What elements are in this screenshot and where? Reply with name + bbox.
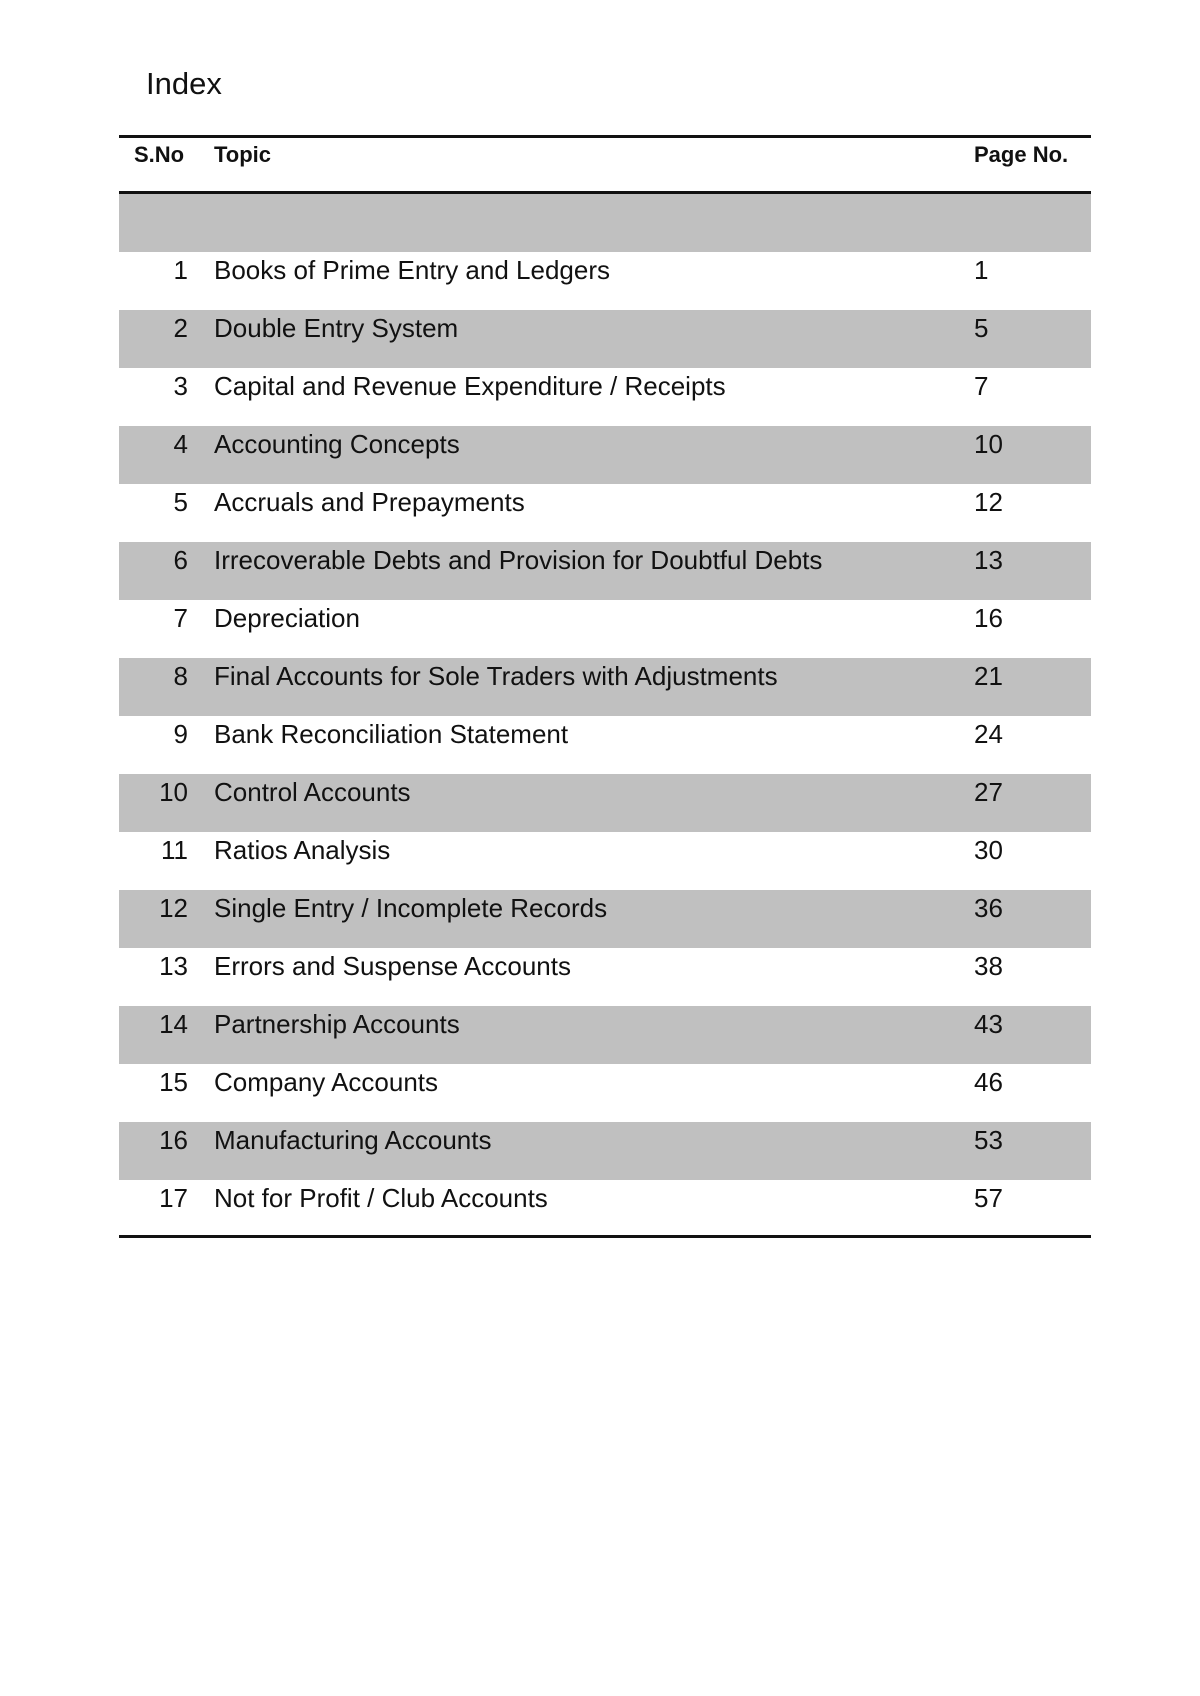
row-topic: Irrecoverable Debts and Provision for Doubtful Debts [214,545,823,575]
row-page-no: 24 [974,719,1003,749]
row-topic: Accruals and Prepayments [214,487,525,517]
table-body [119,252,1091,1238]
row-sno: 9 [173,719,188,749]
row-sno: 14 [159,1009,188,1039]
row-topic: Bank Reconciliation Statement [214,719,569,749]
row-topic: Company Accounts [214,1067,439,1097]
row-page-no: 27 [974,777,1003,807]
table-row [119,542,1091,600]
row-page-no: 10 [974,429,1003,459]
table-row [119,484,1091,542]
row-topic: Double Entry System [214,313,459,343]
header-page-no: Page No. [974,142,1069,167]
row-sno: 3 [173,371,188,401]
row-page-no: 36 [974,893,1003,923]
row-sno: 5 [173,487,188,517]
row-topic: Capital and Revenue Expenditure / Receipts [214,371,726,401]
row-topic: Not for Profit / Club Accounts [214,1183,548,1213]
row-sno: 13 [159,951,188,981]
row-sno: 7 [173,603,188,633]
row-sno: 1 [173,255,188,285]
table-row [119,426,1091,484]
row-sno: 16 [159,1125,188,1155]
row-sno: 2 [173,313,188,343]
row-topic: Control Accounts [214,777,411,807]
row-topic: Manufacturing Accounts [214,1125,492,1155]
row-sno: 12 [159,893,188,923]
row-page-no: 5 [974,313,989,343]
row-topic: Books of Prime Entry and Ledgers [214,255,610,285]
index-table [119,135,1091,1238]
row-page-no: 1 [974,255,989,285]
row-page-no: 53 [974,1125,1003,1155]
table-row [119,1064,1091,1122]
row-sno: 11 [161,835,188,865]
table-row [119,832,1091,890]
blank-row [119,194,1091,252]
table-header [119,138,1091,191]
row-topic: Ratios Analysis [214,835,391,865]
table-row [119,774,1091,832]
row-sno: 17 [159,1183,188,1213]
table-row [119,658,1091,716]
row-sno: 6 [173,545,188,575]
table-row [119,600,1091,658]
table-row [119,890,1091,948]
row-sno: 8 [173,661,188,691]
row-topic: Depreciation [214,603,360,633]
header-topic: Topic [214,142,272,167]
row-topic: Accounting Concepts [214,429,460,459]
table-row [119,368,1091,426]
table-row [119,1122,1091,1180]
row-topic: Errors and Suspense Accounts [214,951,571,981]
table-row [119,716,1091,774]
row-page-no: 7 [974,371,989,401]
header-sno: S.No [134,142,185,167]
table-row [119,310,1091,368]
row-page-no: 57 [974,1183,1003,1213]
table-row [119,252,1091,310]
row-page-no: 30 [974,835,1003,865]
row-topic: Single Entry / Incomplete Records [214,893,608,923]
row-page-no: 16 [974,603,1003,633]
row-sno: 4 [173,429,188,459]
table-row [119,1006,1091,1064]
row-page-no: 38 [974,951,1003,981]
table-row [119,1180,1091,1238]
row-page-no: 43 [974,1009,1003,1039]
row-sno: 15 [159,1067,188,1097]
row-page-no: 13 [974,545,1003,575]
row-sno: 10 [159,777,188,807]
row-topic: Partnership Accounts [214,1009,460,1039]
row-page-no: 21 [974,661,1003,691]
row-topic: Final Accounts for Sole Traders with Adjustments [214,661,778,691]
page-title: Index [146,66,222,101]
row-page-no: 46 [974,1067,1003,1097]
table-row [119,948,1091,1006]
row-page-no: 12 [974,487,1003,517]
